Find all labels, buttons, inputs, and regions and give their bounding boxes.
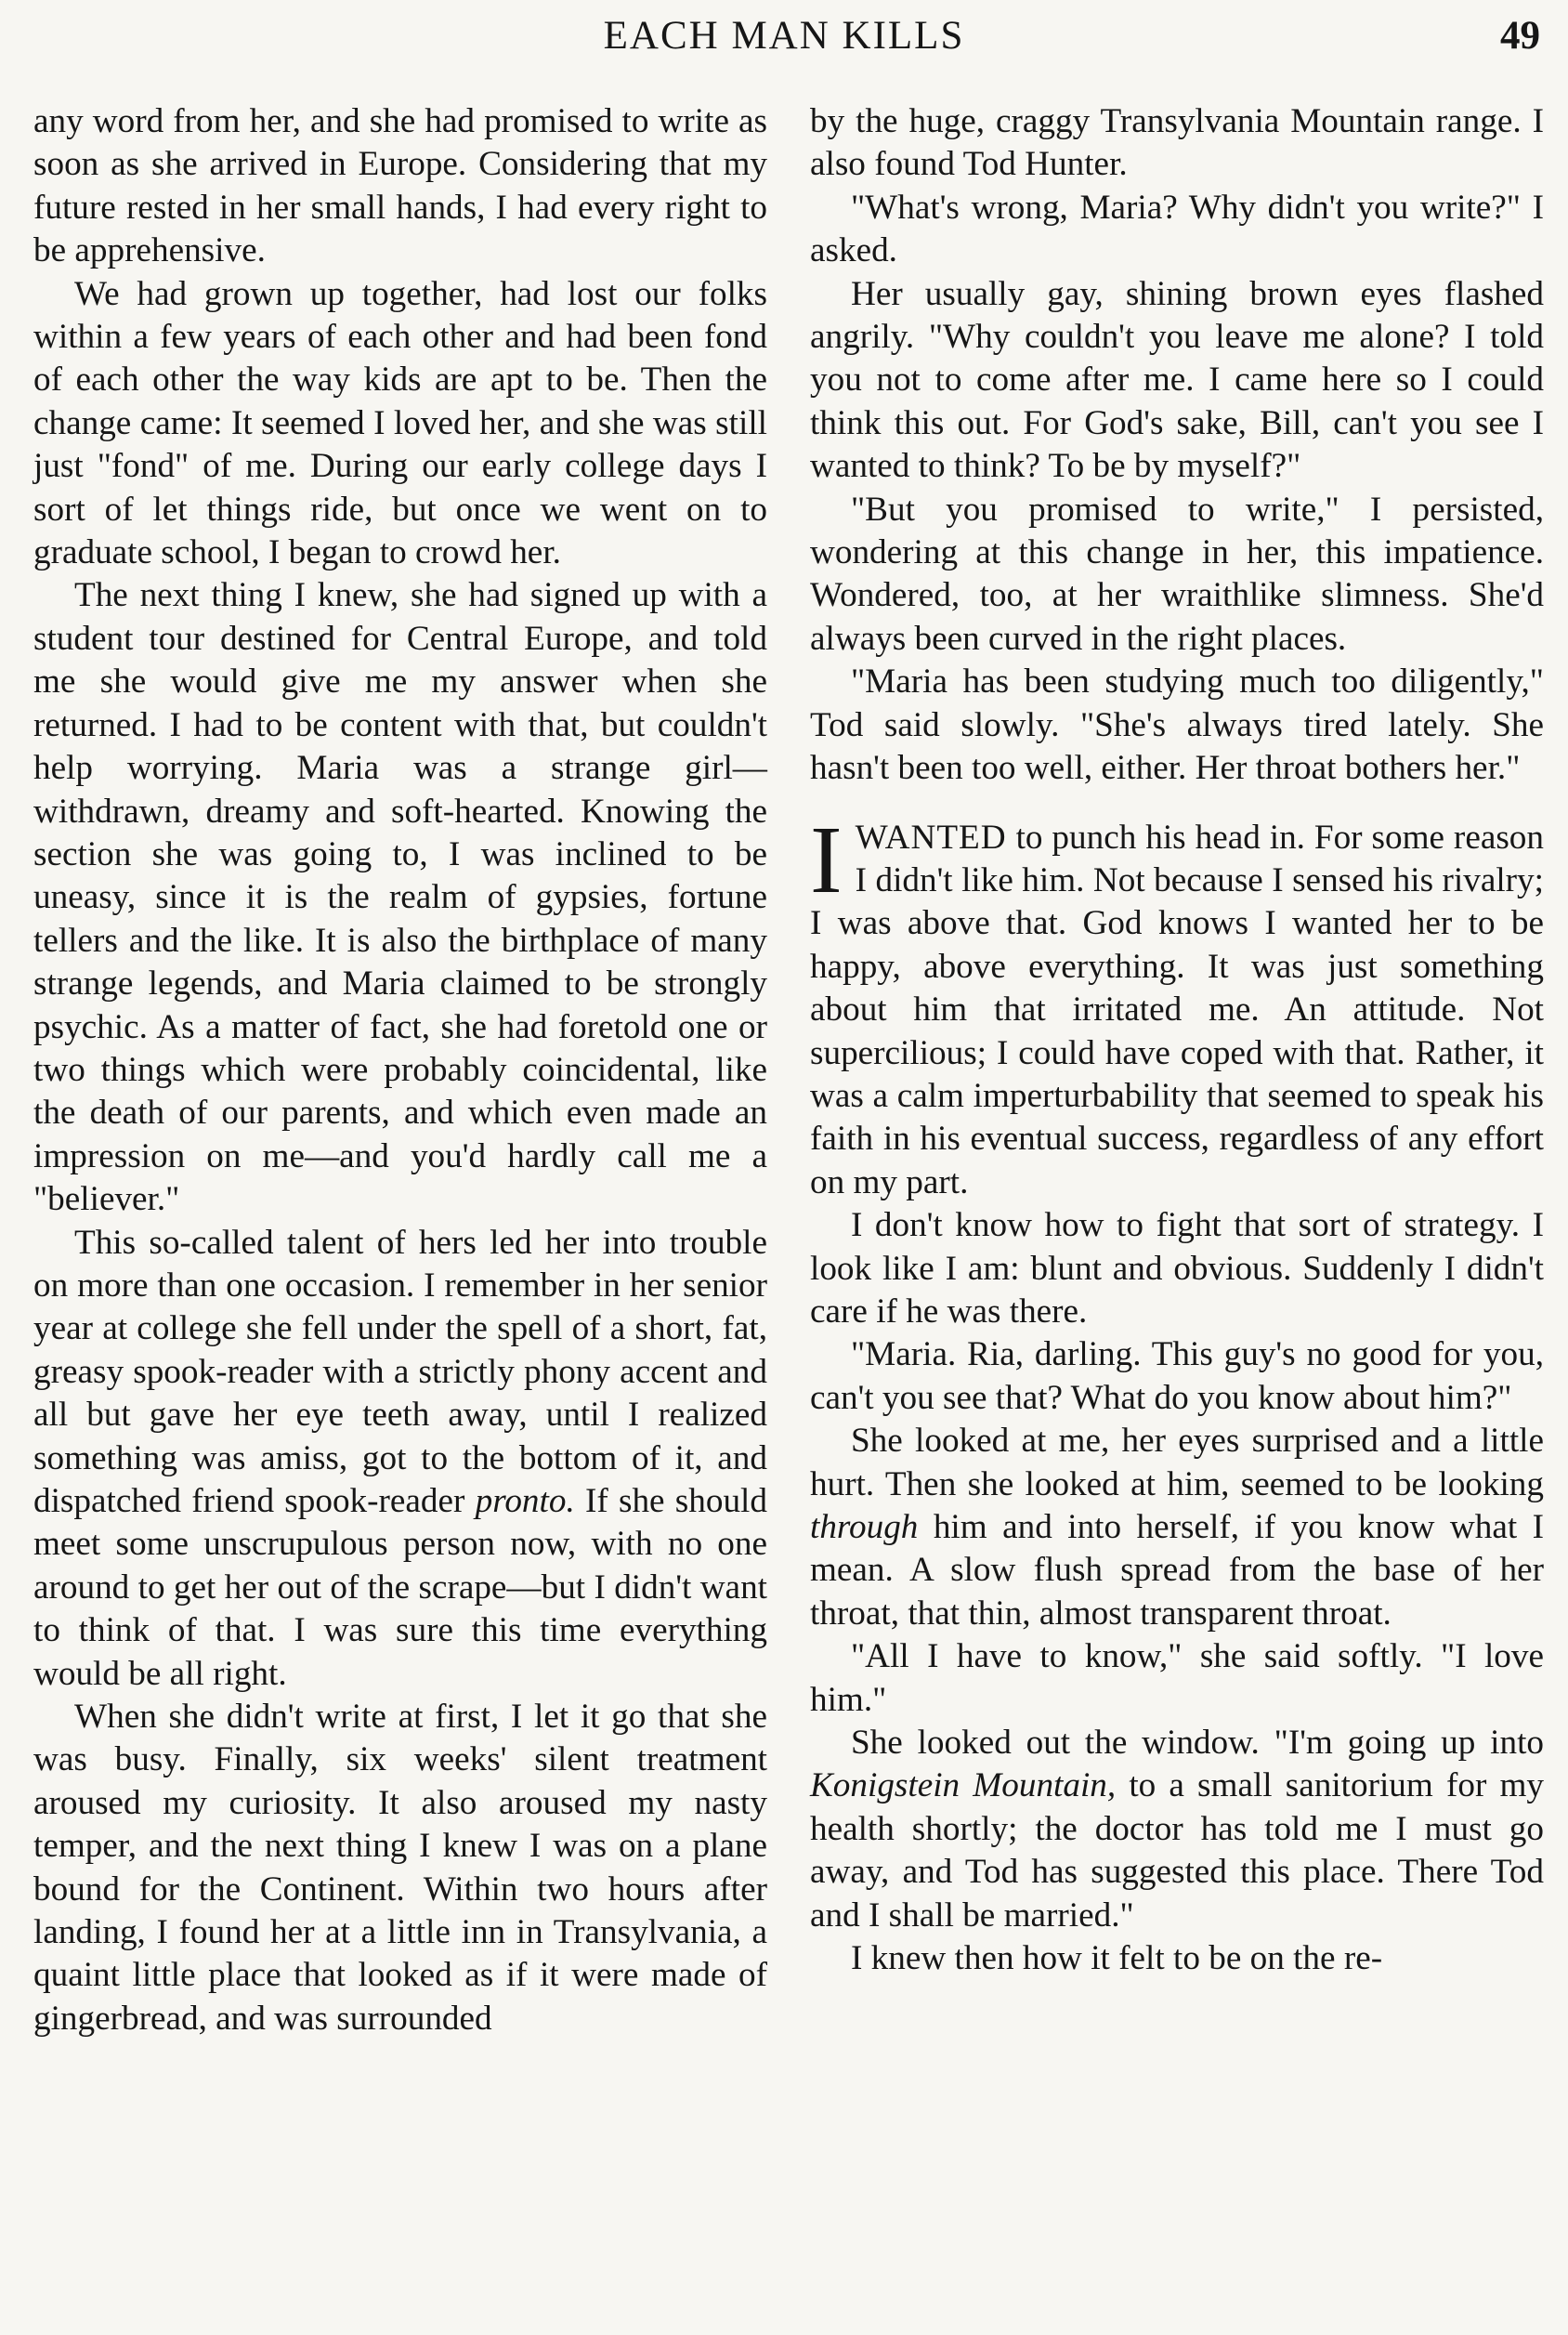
paragraph-text: to punch his head in. For some reason I didn't like him. Not because I sensed his rivalry; I was above that. God knows I wanted her to be happy, above everything. It was just something about him that irritated me. An attitude. Not supercilious; I could have coped with that. Rather, it was a calm imperturbability that seemed to speak his faith in his eventual success, regardless of any effort on my part. xyxy=(810,818,1544,1201)
paragraph-text: him and into herself, if you know what I mean. A slow flush spread from the base of her throat, that thin, almost transparent throat. xyxy=(810,1508,1544,1633)
paragraph: "But you promised to write," I persisted, wondering at this change in her, this impatience. Wondered, too, at her wraithlike slimness. She'd always been curved in the right places. xyxy=(810,490,1544,658)
paragraph: We had grown up together, had lost our folks within a few years of each other and had been fond of each other the way kids are apt to be. Then the change came: It seemed I loved her, and she was still just "fond" of me. During our early college days I sort of let things ride, but once we went on to graduate school, I began to crowd her. xyxy=(33,274,767,572)
paragraph xyxy=(810,1722,1544,1937)
paragraph-text: She looked out the window. "I'm going up into xyxy=(851,1724,1544,1763)
lead-word: WANTED xyxy=(855,818,1007,857)
emphasis-text: pronto. xyxy=(475,1482,575,1520)
paragraph: I knew then how it felt to be on the re- xyxy=(851,1939,1383,1978)
paragraph xyxy=(810,1420,1544,1635)
paragraph-text: to a small sanitorium for my health shortly; the doctor has told me I must go away, and Tod has suggested this place. There Tod and I shall be married." xyxy=(810,1766,1544,1935)
paragraph: The next thing I knew, she had signed up with a student tour destined for Central Europe, and told me she would give me my answer when she returned. I had to be content with that, but couldn't help worrying. Maria was a strange girl—withdrawn, dreamy and soft-hearted. Knowing the section she was going to, I was inclined to be uneasy, since it is the realm of gypsies, fortune tellers and the like. It is also the birthplace of many strange legends, and Maria claimed to be strongly psychic. As a matter of fact, she had foretold one or two things which were probably coincidental, like the death of our parents, and which even made an impression on me—and you'd hardly call me a "believer." xyxy=(33,576,767,1219)
paragraph: "Maria. Ria, darling. This guy's no good for you, can't you see that? What do you know about him?" xyxy=(810,1335,1544,1417)
paragraph: I don't know how to fight that sort of strategy. I look like I am: blunt and obvious. Suddenly I didn't care if he was there. xyxy=(810,1206,1544,1331)
paragraph: by the huge, craggy Transylvania Mountain range. I also found Tod Hunter. xyxy=(810,102,1544,184)
paragraph: "What's wrong, Maria? Why didn't you write?" I asked. xyxy=(810,188,1544,270)
paragraph: any word from her, and she had promised to write as soon as she arrived in Europe. Considering that my future rested in her small hands, I had every right to be apprehensive. xyxy=(33,102,767,270)
section-opening-paragraph xyxy=(810,806,1544,1205)
paragraph-text: This so-called talent of hers led her into trouble on more than one occasion. I remember in her senior year at college she fell under the spell of a short, fat, greasy spook-reader with a strictly phony accent and all but gave her eye teeth away, until I realized something was amiss, got to the bottom of it, and dispatched friend spook-reader xyxy=(33,1223,767,1520)
page-number: 49 xyxy=(1500,14,1540,58)
paragraph-text: She looked at me, her eyes surprised and a little hurt. Then she looked at him, seemed to be looking xyxy=(810,1422,1544,1503)
left-column xyxy=(33,100,767,2040)
paragraph xyxy=(33,1222,767,1696)
running-title: EACH MAN KILLS xyxy=(603,14,965,58)
paragraph: When she didn't write at first, I let it go that she was busy. Finally, six weeks' silent treatment aroused my curiosity. It also aroused my nasty temper, and the next thing I knew I was on a plane bound for the Continent. Within two hours after landing, I found her at a little inn in Transylvania, a quaint little place that looked as if it were made of gingerbread, and was surrounded xyxy=(33,1698,767,2038)
emphasis-text: Konigstein Mountain, xyxy=(810,1766,1117,1805)
emphasis-text: through xyxy=(810,1508,919,1546)
paragraph: "Maria has been studying much too diligently," Tod said slowly. "She's always tired lately. She hasn't been too well, either. Her throat bothers her." xyxy=(810,662,1544,788)
drop-cap: I xyxy=(810,806,843,913)
paragraph-text: If she should meet some unscrupulous person now, with no one around to get her out of the scrape—but I didn't want to think of that. I was sure this time everything would be all right. xyxy=(33,1482,767,1693)
page-header xyxy=(0,0,1568,102)
paragraph: "All I have to know," she said softly. "I love him." xyxy=(810,1637,1544,1719)
right-column xyxy=(810,100,1544,1980)
paragraph: Her usually gay, shining brown eyes flashed angrily. "Why couldn't you leave me alone? I told you not to come after me. I came here so I could think this out. For God's sake, Bill, can't you see I wanted to think? To be by myself?" xyxy=(810,274,1544,486)
